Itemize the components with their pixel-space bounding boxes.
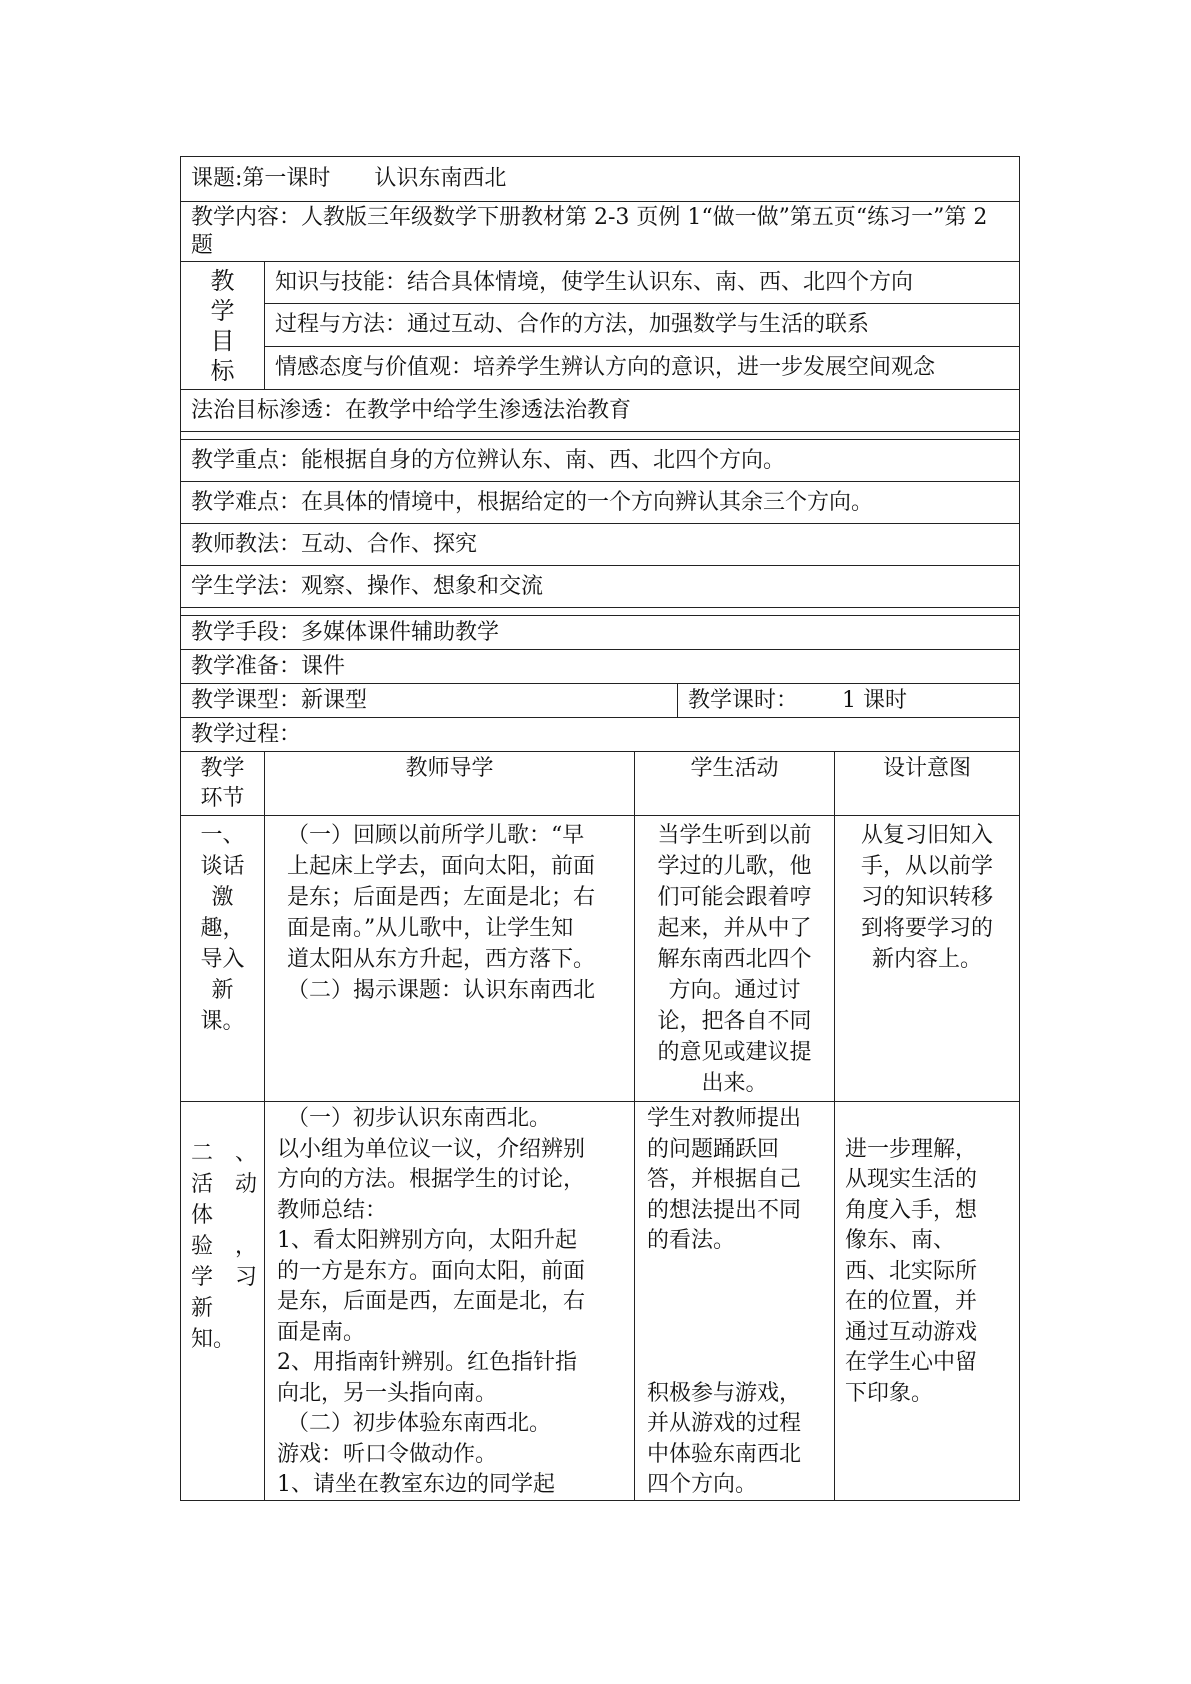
key-points [180, 440, 1020, 482]
row2-student [635, 1102, 835, 1501]
row1-stage-line: 一、 [200, 823, 245, 848]
difficulties-text: 教学难点：在具体的情境中，根据给定的一个方向辨认其余三个方向。 [191, 489, 874, 515]
row1-teacher-line: （一）回顾以前所学儿歌：“早 [287, 823, 585, 848]
header-teacher-text: 教师导学 [405, 756, 494, 781]
row2-teacher-line: 教师总结： [277, 1197, 388, 1223]
row1-student-line: 们可能会跟着哼 [657, 885, 812, 910]
lesson-hours-label: 教学课时： [688, 687, 799, 713]
law-goal [180, 390, 1020, 432]
row2-student-line: 的想法提出不同 [647, 1197, 802, 1223]
row2-student-line [647, 1348, 828, 1379]
lesson-hours-value: 1 课时 [842, 687, 908, 713]
row1-design-line: 新内容上。 [871, 947, 982, 972]
row1-student-line: 的意见或建议提 [657, 1040, 812, 1065]
row2-stage [180, 1102, 265, 1501]
row1-stage-line: 激 [211, 885, 234, 910]
objective-attitude [265, 347, 1020, 390]
row1-student [635, 816, 835, 1102]
row1-design-line: 从复习旧知入 [860, 823, 993, 848]
row2-stage-line: 知。 [191, 1327, 236, 1352]
row2-teacher-line: （一）初步认识东南西北。 [287, 1106, 552, 1131]
row1-student-line: 解东南西北四个 [657, 947, 812, 972]
row2-design-line: 角度入手，想 [845, 1197, 978, 1223]
header-student [635, 752, 835, 816]
student-method [180, 566, 1020, 608]
objectives-label-char: 目 [210, 326, 235, 355]
row1-design [835, 816, 1020, 1102]
header-stage [180, 752, 265, 816]
row1-student-line: 起来，并从中了 [657, 916, 812, 941]
row2-design-line: 西、北实际所 [845, 1258, 978, 1284]
key-points-text: 教学重点：能根据自身的方位辨认东、南、西、北四个方向。 [191, 447, 786, 473]
row1-student-line: 方向。通过讨 [668, 978, 801, 1003]
header-design-text: 设计意图 [882, 756, 971, 781]
row2-teacher-line: 以小组为单位议一议，介绍辨别 [277, 1136, 586, 1162]
teaching-content [180, 202, 1020, 262]
objective-process [265, 304, 1020, 347]
header-student-text: 学生活动 [690, 756, 779, 781]
row2-teacher-line: 2、用指南针辨别。红色指针指 [277, 1350, 577, 1375]
teaching-content-text: 教学内容：人教版三年级数学下册教材第 2-3 页例 1“做一做”第五页“练习一”第 2 题 [191, 205, 988, 258]
teaching-means-text: 教学手段：多媒体课件辅助教学 [191, 619, 500, 645]
lesson-type-text: 教学课型：新课型 [191, 687, 368, 713]
teaching-preparation [180, 650, 1020, 684]
row2-design-line [845, 1104, 1015, 1135]
law-goal-text: 法治目标渗透：在教学中给学生渗透法治教育 [191, 397, 632, 423]
row2-stage-line: 二 、 [191, 1141, 258, 1166]
row1-student-line: 论，把各自不同 [657, 1009, 812, 1034]
student-method-text: 学生学法：观察、操作、想象和交流 [191, 573, 544, 599]
row2-stage-line: 活 动 [191, 1172, 258, 1197]
row2-student-line [647, 1318, 828, 1349]
objective-knowledge-text: 知识与技能：结合具体情境，使学生认识东、南、西、北四个方向 [275, 269, 914, 295]
row2-design-line: 下印象。 [845, 1380, 934, 1406]
row2-teacher-line: 是东，后面是西，左面是北，右 [277, 1289, 586, 1314]
row2-teacher-line: （二）初步体验东南西北。 [287, 1411, 552, 1436]
row2-design-line: 像东、南、 [845, 1228, 956, 1253]
lesson-plan-table [180, 156, 1020, 1501]
row2-student-line: 的看法。 [647, 1228, 736, 1253]
divider-strip [180, 432, 1020, 440]
row2-stage-line: 新 [191, 1296, 214, 1321]
divider-strip [180, 608, 1020, 616]
teaching-means [180, 616, 1020, 650]
row1-stage-line: 新 [211, 978, 234, 1003]
row1-design-line: 习的知识转移 [860, 885, 993, 910]
lesson-hours [678, 684, 1020, 718]
process-title [180, 718, 1020, 752]
objective-attitude-text: 情感态度与价值观：培养学生辨认方向的意识，进一步发展空间观念 [275, 355, 936, 380]
header-teacher [265, 752, 635, 816]
row1-stage-line: 课。 [200, 1009, 245, 1034]
row2-student-line: 并从游戏的过程 [647, 1411, 802, 1436]
row2-student-line: 中体验东南西北 [647, 1441, 802, 1467]
row2-stage-line: 体 [191, 1203, 214, 1228]
row1-design-line: 到将要学习的 [860, 916, 993, 941]
row1-teacher-line: 面是南。”从儿歌中，让学生知 [287, 916, 574, 941]
header-design [835, 752, 1020, 816]
row1-stage [180, 816, 265, 1102]
row2-teacher-line: 1、请坐在教室东边的同学起 [277, 1472, 555, 1497]
objective-knowledge [265, 262, 1020, 304]
row1-student-line: 出来。 [701, 1071, 768, 1096]
row2-student-line: 学生对教师提出 [647, 1106, 802, 1131]
objectives-label-char: 教 [210, 266, 235, 295]
row2-teacher-line: 游戏：听口令做动作。 [277, 1441, 498, 1467]
row1-student-line: 学过的儿歌，他 [657, 854, 812, 879]
row2-teacher-line: 的一方是东方。面向太阳，前面 [277, 1258, 586, 1284]
row2-design [835, 1102, 1020, 1501]
lesson-type [180, 684, 678, 718]
row2-design-line: 从现实生活的 [845, 1167, 978, 1192]
row2-design-line: 进一步理解， [845, 1136, 978, 1162]
teacher-method-text: 教师教法：互动、合作、探究 [191, 531, 478, 557]
row2-design-line: 通过互动游戏 [845, 1319, 978, 1345]
row2-student-line: 四个方向。 [647, 1472, 758, 1497]
lesson-title [180, 156, 1020, 202]
objective-process-text: 过程与方法：通过互动、合作的方法，加强数学与生活的联系 [275, 312, 870, 337]
process-title-text: 教学过程： [191, 721, 302, 747]
row1-student-line: 当学生听到以前 [657, 823, 812, 848]
row1-teacher-line: 上起床上学去，面向太阳，前面 [287, 854, 596, 879]
objectives-label [180, 262, 265, 390]
row2-design-line: 在学生心中留 [845, 1350, 978, 1375]
teaching-preparation-text: 教学准备：课件 [191, 653, 346, 679]
row2-teacher [265, 1102, 635, 1501]
row2-teacher-line: 1、看太阳辨别方向，太阳升起 [277, 1228, 577, 1253]
row2-design-line: 在的位置，并 [845, 1289, 978, 1314]
header-stage-line: 环节 [200, 786, 245, 811]
row1-stage-line: 导入 [200, 947, 245, 972]
row2-student-line [647, 1287, 828, 1318]
row2-student-line: 的问题踊跃回 [647, 1136, 780, 1162]
difficulties [180, 482, 1020, 524]
teacher-method [180, 524, 1020, 566]
row1-teacher-line: 道太阳从东方升起，西方落下。 [287, 947, 596, 972]
objectives-label-char: 标 [210, 356, 235, 385]
objectives-label-char: 学 [210, 296, 235, 325]
lesson-title-text: 课题:第一课时 认识东南西北 [191, 166, 507, 191]
row1-design-line: 手，从以前学 [860, 854, 993, 879]
row2-teacher-line: 方向的方法。根据学生的讨论， [277, 1167, 586, 1192]
row2-teacher-line: 向北，另一头指向南。 [277, 1380, 498, 1406]
header-stage-line: 教学 [200, 756, 245, 781]
row2-student-line: 积极参与游戏， [647, 1380, 802, 1406]
row1-stage-line: 谈话 [200, 854, 245, 879]
row2-student-line: 答，并根据自己 [647, 1167, 802, 1192]
row1-teacher-line: （二）揭示课题：认识东南西北 [287, 978, 596, 1003]
row1-stage-line: 趣， [200, 916, 245, 941]
row2-teacher-line: 面是南。 [277, 1319, 366, 1345]
row1-teacher-line: 是东；后面是西；左面是北；右 [287, 885, 596, 910]
row2-student-line [647, 1257, 828, 1288]
row2-stage-line: 学 习 [191, 1265, 258, 1290]
row1-teacher [265, 816, 635, 1102]
row2-stage-line: 验 ， [191, 1234, 258, 1259]
